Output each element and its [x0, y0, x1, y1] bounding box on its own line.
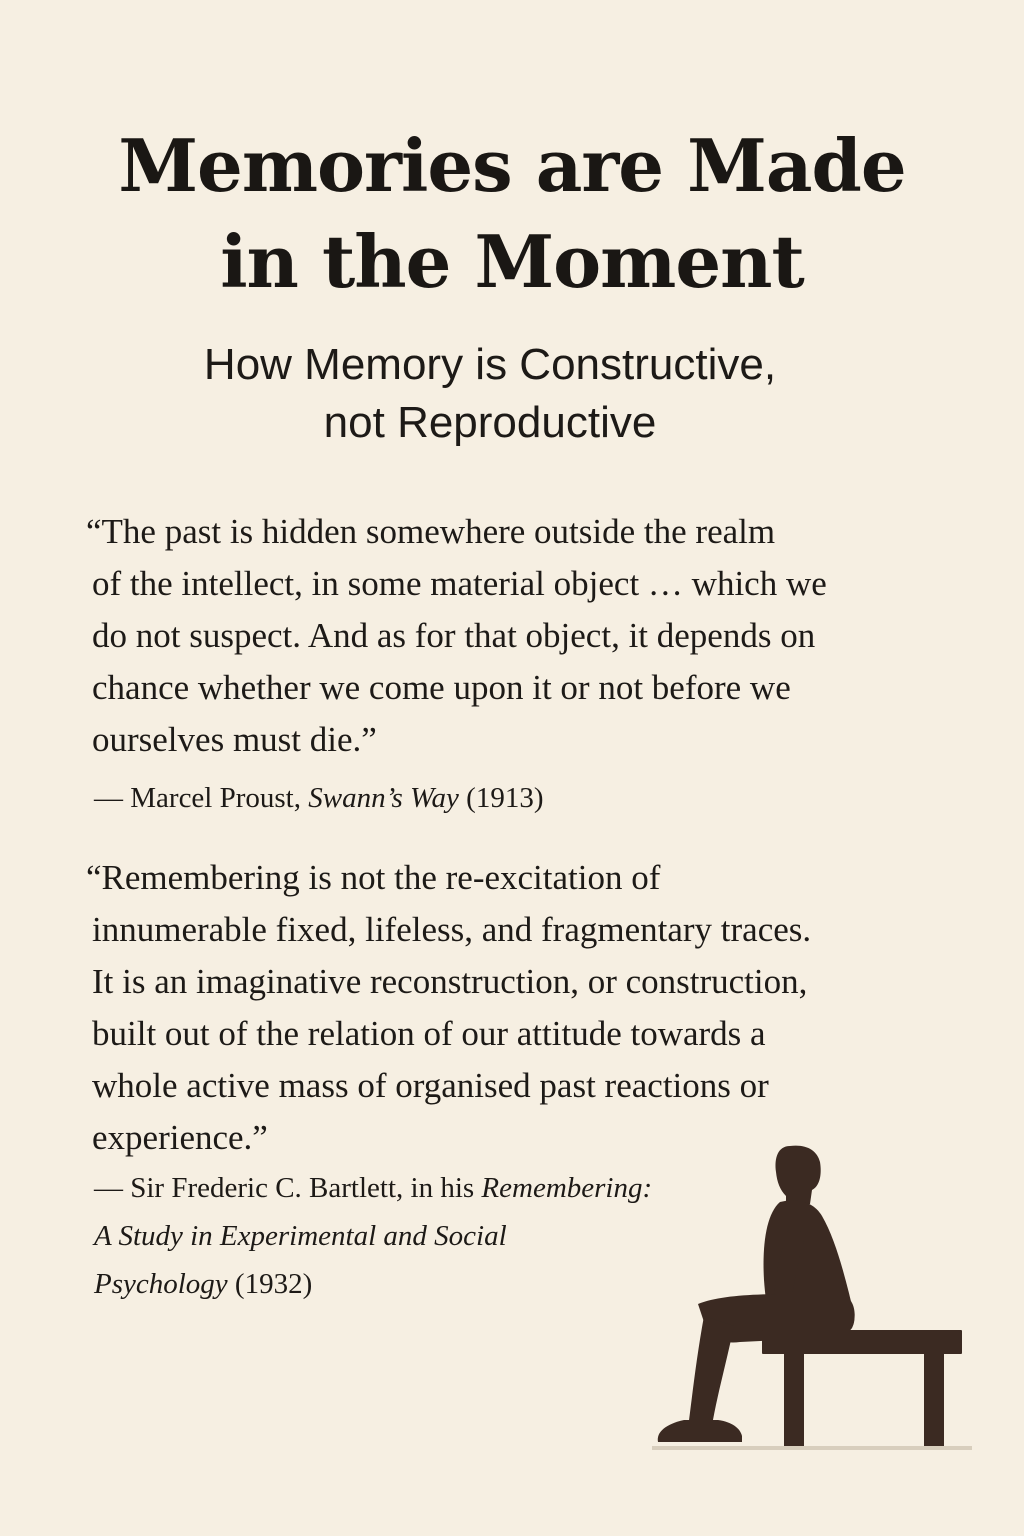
attribution-year: (1913)	[458, 782, 544, 814]
attribution-proust	[94, 774, 544, 822]
quote-line: “The past is hidden somewhere outside the realm	[86, 512, 776, 551]
quote-line: built out of the relation of our attitude towards a	[92, 1014, 766, 1053]
page-subtitle	[0, 336, 980, 452]
attribution-line	[94, 1212, 652, 1260]
attribution-line	[94, 774, 544, 822]
quote-line: do not suspect. And as for that object, it depends on	[92, 616, 816, 655]
quote-line: It is an imaginative reconstruction, or construction,	[92, 962, 808, 1001]
attribution-prefix: — Sir Frederic C. Bartlett, in his	[94, 1172, 482, 1204]
quote-line: innumerable fixed, lifeless, and fragmentary traces.	[92, 910, 812, 949]
quote-line: chance whether we come upon it or not before we	[92, 668, 791, 707]
quote-line: ourselves must die.”	[92, 720, 377, 759]
quote-bartlett	[86, 852, 952, 1164]
quote-line: whole active mass of organised past reactions or	[92, 1066, 769, 1105]
quote-line: of the intellect, in some material object … which we	[92, 564, 827, 603]
quote-line: “Remembering is not the re-excitation of	[86, 858, 661, 897]
attribution-work-title: Swann’s Way	[308, 782, 459, 814]
attribution-work-title: A Study in Experimental and Social	[94, 1220, 507, 1252]
attribution-prefix: — Marcel Proust,	[94, 782, 309, 814]
quote-proust	[86, 506, 952, 766]
attribution-work-title: Psychology	[94, 1268, 228, 1300]
attribution-bartlett	[94, 1164, 652, 1308]
title-line-2: in the Moment	[220, 219, 804, 304]
attribution-line	[94, 1164, 652, 1212]
attribution-year: (1932)	[227, 1268, 313, 1300]
attribution-work-title: Remembering:	[481, 1172, 653, 1204]
page-title	[0, 118, 1024, 310]
quote-line: experience.”	[92, 1118, 268, 1157]
seated-person-silhouette-icon	[640, 1130, 980, 1460]
subtitle-line-2: not Reproductive	[323, 398, 657, 447]
attribution-line	[94, 1260, 652, 1308]
title-line-1: Memories are Made	[118, 123, 906, 208]
subtitle-line-1: How Memory is Constructive,	[203, 340, 777, 389]
